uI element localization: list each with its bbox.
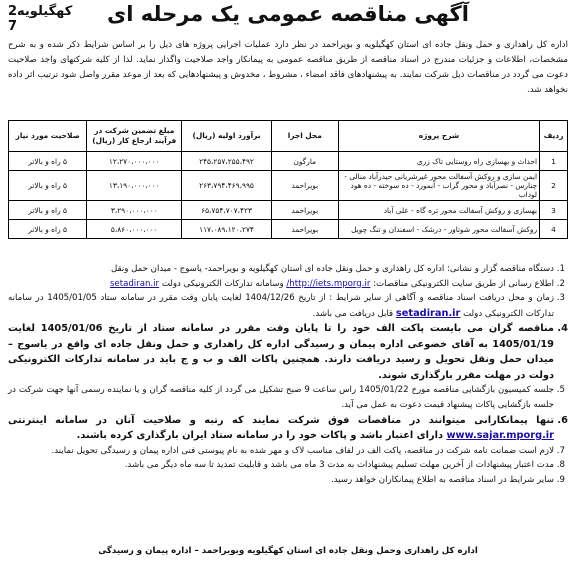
note-item (8, 321, 554, 383)
row-description: بهسازی و روکش آسفالت محور تره گاه - علی آباد (338, 201, 539, 220)
note-text-after: دارای اعتبار باشد و پاکات خود را در سامانه ستاد ایران بارگذاری کرده باشند. (76, 430, 447, 442)
page-title: آگهی مناقصه عمومی یک مرحله ای (107, 2, 469, 26)
row-description: احداث و بهسازی راه روستایی تاک زری (338, 152, 539, 171)
header-location: محل اجرا (271, 121, 338, 152)
note-text-after: قابل دریافت می باشد. (312, 308, 396, 319)
note-text: اطلاع رسانی از طریق سایت الکترونیکی مناقصات: (370, 278, 554, 289)
row-guarantee: ۵،۸۶۰،۰۰۰،۰۰۰ (87, 220, 182, 239)
note-item (8, 262, 554, 277)
note-item (8, 458, 554, 473)
note-item (8, 383, 554, 412)
row-qualification: ۵ راه و بالاتر (9, 220, 87, 239)
note-item (8, 413, 554, 444)
footer-signature: اداره کل راهداری وحمل ونقل جاده ای استان کهگیلویه وبویراحمد – اداره پیمان و رسیدگی (98, 546, 478, 556)
row-number: 2 (540, 171, 568, 201)
note-item (8, 473, 554, 488)
note-text-after: وسامانه تدارکات الکترونیکی دولت (159, 278, 287, 289)
note-item (8, 444, 554, 459)
row-qualification: ۵ راه و بالاتر (9, 171, 87, 201)
note-item (8, 291, 554, 321)
row-location: بویراحمد (271, 201, 338, 220)
row-number: 3 (540, 201, 568, 220)
row-location: بویراحمد (271, 220, 338, 239)
row-qualification: ۵ راه و بالاتر (9, 152, 87, 171)
notes-list (8, 262, 568, 487)
row-estimate: ۲۶۳،۷۹۴،۴۶۹،۹۹۵ (182, 171, 271, 201)
note-text: جلسه کمیسیون بازگشایی مناقصه مورخ 1405/01/22 راس ساعت 9 صبح تشکیل می گردد از کلیه مناقصه گران و یا نماینده رسمی آنها جهت شرکت در جلسه بازگشایی پاکات پیشنهاد قیمت دعوت به عمل می آید. (8, 385, 554, 410)
sajar-website-link[interactable]: www.sajar.mporg.ir (446, 430, 554, 442)
row-number: 1 (540, 152, 568, 171)
table-row (9, 171, 568, 201)
header-qualification: صلاحیت مورد نیاز (9, 121, 87, 152)
row-estimate: ۱۱۷،۰۸۹،۱۲۰،۲۷۴ (182, 220, 271, 239)
row-estimate: ۶۵،۷۵۴،۷۰۷،۴۲۳ (182, 201, 271, 220)
header-guarantee: مبلغ تضمین شرکت در فرآیند ارجاع کار (ریال) (87, 121, 182, 152)
iets-website-link[interactable]: http://iets.mporg.ir/ (286, 278, 371, 289)
projects-table (8, 120, 568, 239)
row-guarantee: ۱۳،۱۹۰،۰۰۰،۰۰۰ (87, 171, 182, 201)
note-text: تنها پیمانکارانی میتوانند در مناقصات فوق شرکت نمایند که رتبه و صلاحیت آنان در سامانه اینترنتی (8, 414, 554, 426)
table-header-row (9, 121, 568, 152)
header-estimate: برآورد اولیه (ریال) (182, 121, 271, 152)
note-text: زمان و محل دریافت اسناد مناقصه و آگاهی از سایر شرایط : از تاریخ 1404/12/26 لغایت پایان وقت مقرر در سامانه ستاد 1405/01/05 در سامانه تدارکات الکترونیکی دولت (8, 293, 554, 319)
table-row (9, 201, 568, 220)
setadiran-link[interactable]: setadiran.ir (109, 278, 160, 289)
note-text: دستگاه مناقصه گزار و نشانی: اداره کل راهداری و حمل ونقل جاده ای استان کهگیلویه و بویراحمد- یاسوج - میدان حمل ونقل (111, 264, 554, 274)
row-guarantee: ۳،۲۹۰،۰۰۰،۰۰۰ (87, 201, 182, 220)
table-row (9, 220, 568, 239)
row-number: 4 (540, 220, 568, 239)
table-row (9, 152, 568, 171)
note-text: مدت اعتبار پیشنهادات از آخرین مهلت تسلیم پیشنهادات به مدت 3 ماه می باشد و قابلیت تمدید تا سه ماه دیگر می باشد. (124, 460, 554, 471)
setadiran-link[interactable]: setadiran.ir (395, 307, 461, 319)
note-text: سایر شرایط در اسناد مناقصه به اطلاع پیمانکاران خواهد رسید. (330, 474, 554, 485)
row-description: ایمن سازی و روکش آسفالت محور غیرشریانی حیدرآباد منالی - چنارس - نصرآباد و محور گراب - آبمورد - ده سوخته - ده هود لوداب (338, 171, 539, 201)
row-qualification: ۵ راه و بالاتر (9, 201, 87, 220)
note-item (8, 277, 554, 292)
row-location: مارگون (271, 152, 338, 171)
row-location: بویراحمد (271, 171, 338, 201)
note-text: مناقصه گران می بایست پاکت الف خود را تا پایان وقت مقرر در سامانه ستاد از تاریخ 1405/01/06 لغایت 1405/01/19 به آقای خضوعی اداره پیمان و رسیدگی اداره کل راهداری و حمل ونقل جاده ای واقع در یاسوج – میدان حمل ونقل تحویل و رسید دریافت دارند. همچنین پاکات الف و ب و ج باید در سامانه تدارکات الکترونیکی دولت در مهلت مقرر بارگذاری شوند. (8, 323, 554, 381)
intro-paragraph: اداره کل راهداری و حمل ونقل جاده ای استان کهگیلویه و بویراحمد در نظر دارد عملیات اجرایی پروژه های ذیل را بر اساس شرایط ذکر شده و به شرح مشخصات، اطلاعات و جزئیات مندرج در اسناد مناقصه از طریق مناقصه عمومی به پیمانکار واجد صلاحیت واگذار نماید. لذا از کلیه شرکتهای واجد صلاحیت دعوت می گردد در مناقصات ذیل شرکت نمایند. به پیشنهادهای فاقد امضاء ، مشروط ، مخدوش و پیشنهادهایی که بعد از موعد مقرر واصل شود ترتیب اثر داده نخواهد شد. (8, 40, 568, 95)
page-corner-label: کهگیلویه2 7 (8, 4, 73, 34)
note-text: لازم است ضمانت نامه شرکت در مناقصه، پاکت الف در لفاف مناسب لاک و مهر شده به نام پیوستی فنی اداره پیمان و رسیدگی تحویل نمایند. (51, 445, 554, 456)
header-description: شرح پروژه (338, 121, 539, 152)
row-estimate: ۲۴۵،۲۵۷،۲۵۵،۴۹۲ (182, 152, 271, 171)
row-guarantee: ۱۲،۲۷۰،۰۰۰،۰۰۰ (87, 152, 182, 171)
row-description: روکش آسفالت محور شوتاور - درشک - اسفندان و تنگ چویل (338, 220, 539, 239)
header-row-number: ردیف (540, 121, 568, 152)
